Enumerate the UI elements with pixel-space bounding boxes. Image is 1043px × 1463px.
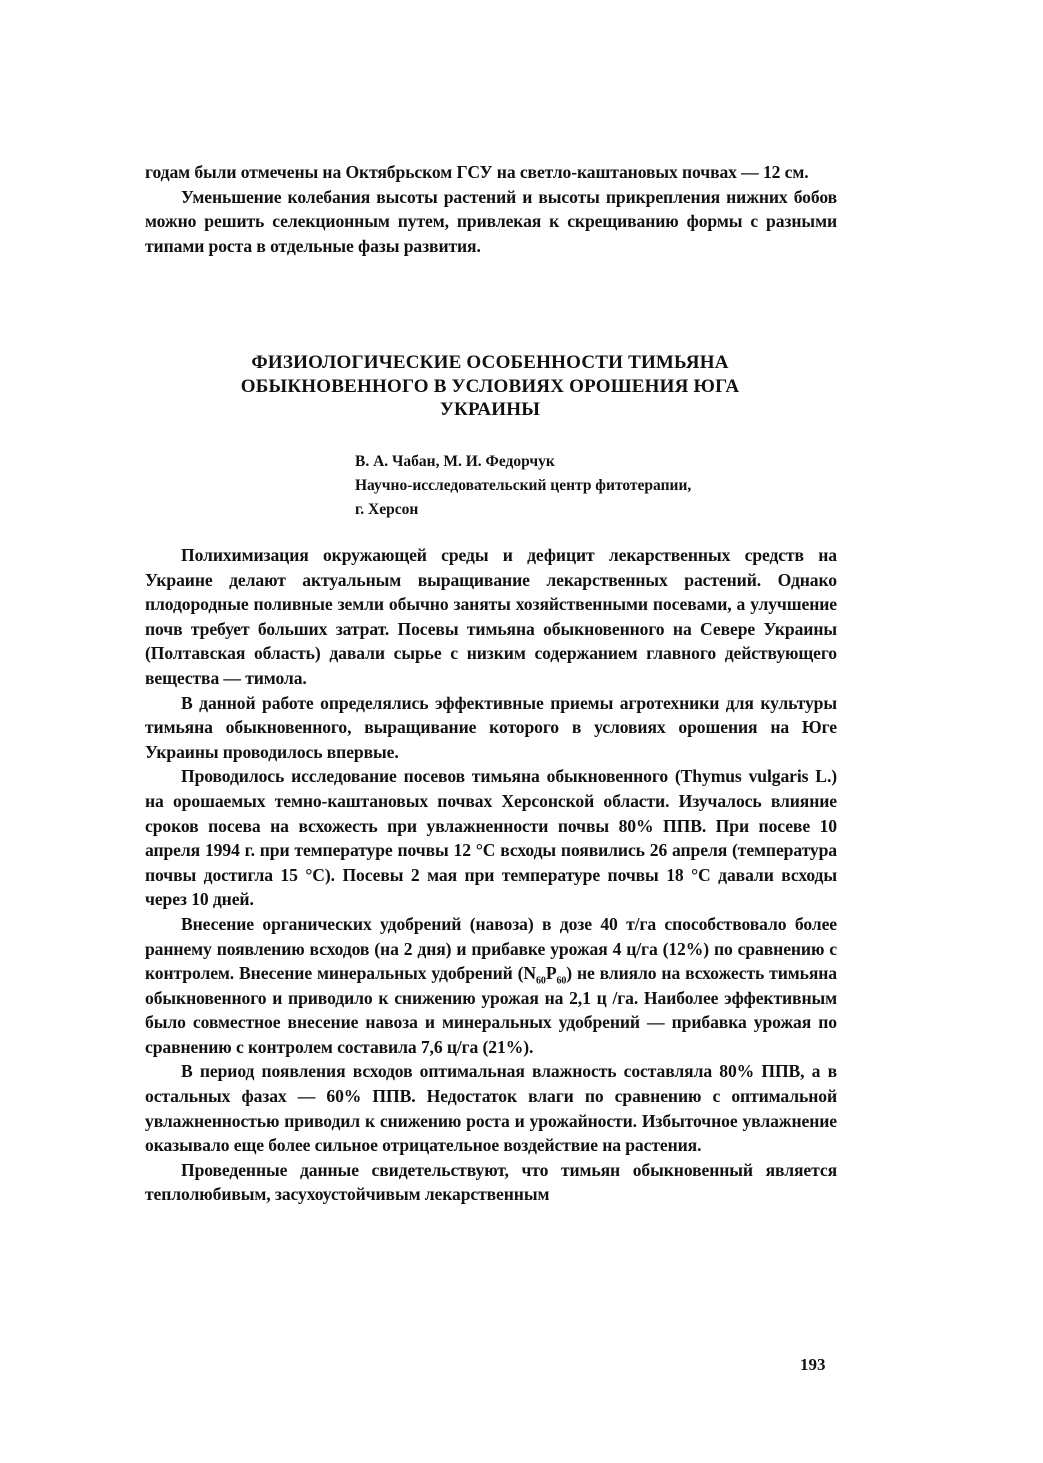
author-block [355, 450, 825, 522]
paragraph: Проводилось исследование посевов тимьяна обыкновенного (Thymus vulgaris L.) на орошаемых темно-каштановых почвах Херсонской области. Изучалось влияние сроков посева на всхожесть при увлажненности почвы 80% ППВ. При посеве 10 апреля 1994 г. при температуре почвы 12 °С всходы появились 26 апреля (температура почвы достигла 15 °С). Посевы 2 мая при температуре почвы 18 °С давали всходы через 10 дней. [145, 766, 837, 910]
paragraph: Проведенные данные свидетельствуют, что тимьян обыкновенный является теплолюбивым, засухоустойчивым лекарственным [145, 1159, 837, 1205]
text-run: Внесение органических удобрений (навоза) в дозе 40 т/га способствовало более раннему появлению всходов (на 2 дня) и прибавке урожая 4 ц/га (12%) по сравнению с контролем. Внесение минеральных удобрений (N [145, 913, 837, 984]
authors: В. А. Чабан, М. И. Федорчук [355, 453, 555, 470]
previous-article-ending [145, 160, 837, 258]
paragraph: Полихимизация окружающей среды и дефицит лекарственных средств на Украине делают актуальным выращивание лекарственных растений. Однако плодородные поливные земли обычно заняты хозяйственными посевами, а улучшение почв требует больших затрат. Посевы тимьяна обыкновенного на Севере Украины (Полтавская область) давали сырье с низким содержанием главного действующего вещества — тимола. [145, 545, 837, 688]
paragraph-fertilizer [145, 912, 837, 1060]
paragraph: В данной работе определялись эффективные приемы агротехники для культуры тимьяна обыкновенного, выращивание которого в условиях орошения на Юге Украины проводилось впервые. [145, 692, 837, 762]
affiliation: Научно-исследовательский центр фитотерапии, [355, 477, 692, 494]
article-title [165, 351, 815, 422]
subscript: 60 [556, 975, 567, 987]
page-number: 193 [800, 1355, 826, 1374]
paragraph: годам были отмечены на Октябрьском ГСУ на светло-каштановых почвах — 12 см. [145, 162, 809, 182]
text-run: P [545, 963, 557, 984]
paragraph: Уменьшение колебания высоты растений и высоты прикрепления нижних бобов можно решить селекционным путем, привлекая к скрещиванию формы с разными типами роста в отдельные фазы развития. [145, 186, 837, 256]
text-run: ) не влияло на всхожесть тимьяна обыкновенного и приводило к снижению урожая на 2,1 ц /га. Наиболее эффективным было совместное внесение навоза и минеральных удобрений — прибавка урожая по сравнению с контролем составила 7,6 ц/га (21%). [145, 963, 837, 1057]
title-line: ФИЗИОЛОГИЧЕСКИЕ ОСОБЕННОСТИ ТИМЬЯНА [251, 352, 729, 373]
affiliation-city: г. Херсон [355, 501, 419, 518]
paragraph: В период появления всходов оптимальная влажность составляла 80% ППВ, а в остальных фазах — 60% ППВ. Недостаток влаги по сравнению с оптимальной увлажненностью приводил к снижению роста и урожайности. Избыточное увлажнение оказывало еще более сильное отрицательное воздействие на растения. [145, 1061, 837, 1156]
article-body [145, 543, 837, 1207]
title-line: ОБЫКНОВЕННОГО В УСЛОВИЯХ ОРОШЕНИЯ ЮГА [240, 375, 740, 397]
title-line: УКРАИНЫ [439, 399, 541, 420]
subscript: 60 [536, 975, 546, 987]
